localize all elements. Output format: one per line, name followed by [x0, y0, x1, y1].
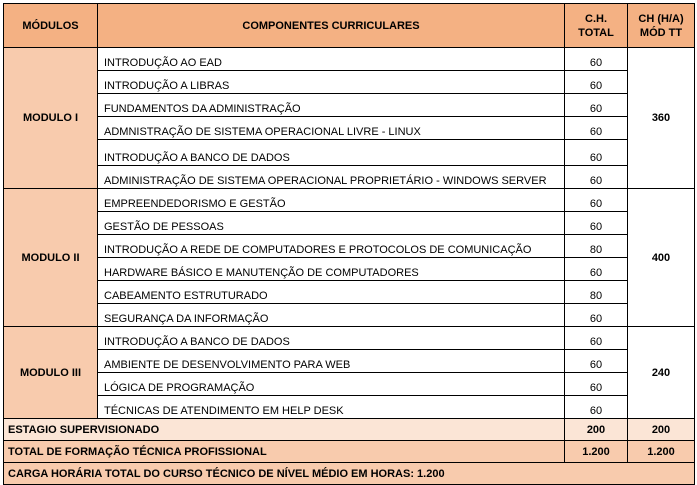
- estagio-ch: 200: [565, 419, 628, 441]
- component-cell: GESTÃO DE PESSOAS: [98, 212, 565, 235]
- carga-label: CARGA HORÁRIA TOTAL DO CURSO TÉCNICO DE NÍVEL MÉDIO EM HORAS: 1.200: [4, 463, 695, 485]
- ch-cell: 60: [565, 212, 628, 235]
- ch-cell: 60: [565, 304, 628, 327]
- component-cell: FUNDAMENTOS DA ADMINISTRAÇÃO: [98, 94, 565, 117]
- table-row: [4, 327, 695, 350]
- ch-cell: 60: [565, 327, 628, 350]
- component-cell: AMBIENTE DE DESENVOLVIMENTO PARA WEB: [98, 350, 565, 373]
- table-row: [4, 189, 695, 212]
- component-cell: INTRODUÇÃO A BANCO DE DADOS: [98, 140, 565, 166]
- table-row: [4, 166, 695, 189]
- ch-cell: 80: [565, 281, 628, 304]
- table-row: [4, 71, 695, 94]
- table-header-row: [4, 4, 695, 48]
- ch-cell: 60: [565, 258, 628, 281]
- table-row: [4, 396, 695, 419]
- module-total: 360: [628, 48, 695, 189]
- table-row: [4, 258, 695, 281]
- header-ch-mod-line1: CH (H/A): [638, 12, 684, 25]
- ch-cell: 80: [565, 235, 628, 258]
- component-cell: INTRODUÇÃO A BANCO DE DADOS: [98, 327, 565, 350]
- total-row: [4, 441, 695, 463]
- component-cell: SEGURANÇA DA INFORMAÇÃO: [98, 304, 565, 327]
- component-cell: INTRODUÇÃO A LIBRAS: [98, 71, 565, 94]
- module-name: MODULO I: [4, 48, 98, 189]
- estagio-label: ESTAGIO SUPERVISIONADO: [4, 419, 565, 441]
- estagio-row: [4, 419, 695, 441]
- ch-cell: 60: [565, 71, 628, 94]
- table-row: [4, 281, 695, 304]
- component-cell: INTRODUÇÃO AO EAD: [98, 48, 565, 71]
- component-cell: ADMNISTRAÇÃO DE SISTEMA OPERACIONAL LIVRE - LINUX: [98, 117, 565, 140]
- header-ch-total-line1: C.H.: [585, 12, 607, 25]
- component-cell: ADMINISTRAÇÃO DE SISTEMA OPERACIONAL PROPRIETÁRIO - WINDOWS SERVER: [98, 166, 565, 189]
- curriculum-table: [3, 3, 695, 485]
- ch-cell: 60: [565, 166, 628, 189]
- ch-cell: 60: [565, 396, 628, 419]
- component-cell: CABEAMENTO ESTRUTURADO: [98, 281, 565, 304]
- ch-cell: 60: [565, 48, 628, 71]
- module-name: MODULO III: [4, 327, 98, 419]
- ch-cell: 60: [565, 94, 628, 117]
- header-ch-total-line2: TOTAL: [578, 26, 614, 39]
- header-ch-total: [565, 4, 628, 48]
- table-row: [4, 140, 695, 166]
- module-total: 400: [628, 189, 695, 327]
- header-modulos: MÓDULOS: [4, 4, 98, 48]
- module-name: MODULO II: [4, 189, 98, 327]
- header-componentes: COMPONENTES CURRICULARES: [98, 4, 565, 48]
- table-row: [4, 212, 695, 235]
- ch-cell: 60: [565, 117, 628, 140]
- total-tt: 1.200: [628, 441, 695, 463]
- ch-cell: 60: [565, 140, 628, 166]
- carga-row: [4, 463, 695, 485]
- table-row: [4, 235, 695, 258]
- component-cell: EMPREENDEDORISMO E GESTÃO: [98, 189, 565, 212]
- ch-cell: 60: [565, 350, 628, 373]
- ch-cell: 60: [565, 189, 628, 212]
- total-label: TOTAL DE FORMAÇÃO TÉCNICA PROFISSIONAL: [4, 441, 565, 463]
- component-cell: INTRODUÇÃO A REDE DE COMPUTADORES E PROTOCOLOS DE COMUNICAÇÃO: [98, 235, 565, 258]
- table-row: [4, 350, 695, 373]
- estagio-tt: 200: [628, 419, 695, 441]
- table-row: [4, 304, 695, 327]
- module-total: 240: [628, 327, 695, 419]
- header-ch-mod: [628, 4, 695, 48]
- total-ch: 1.200: [565, 441, 628, 463]
- table-row: [4, 117, 695, 140]
- table-row: [4, 48, 695, 71]
- table-row: [4, 94, 695, 117]
- table-row: [4, 373, 695, 396]
- component-cell: HARDWARE BÁSICO E MANUTENÇÃO DE COMPUTADORES: [98, 258, 565, 281]
- component-cell: TÉCNICAS DE ATENDIMENTO EM HELP DESK: [98, 396, 565, 419]
- component-cell: LÓGICA DE PROGRAMAÇÃO: [98, 373, 565, 396]
- ch-cell: 60: [565, 373, 628, 396]
- header-ch-mod-line2: MÓD TT: [639, 26, 683, 39]
